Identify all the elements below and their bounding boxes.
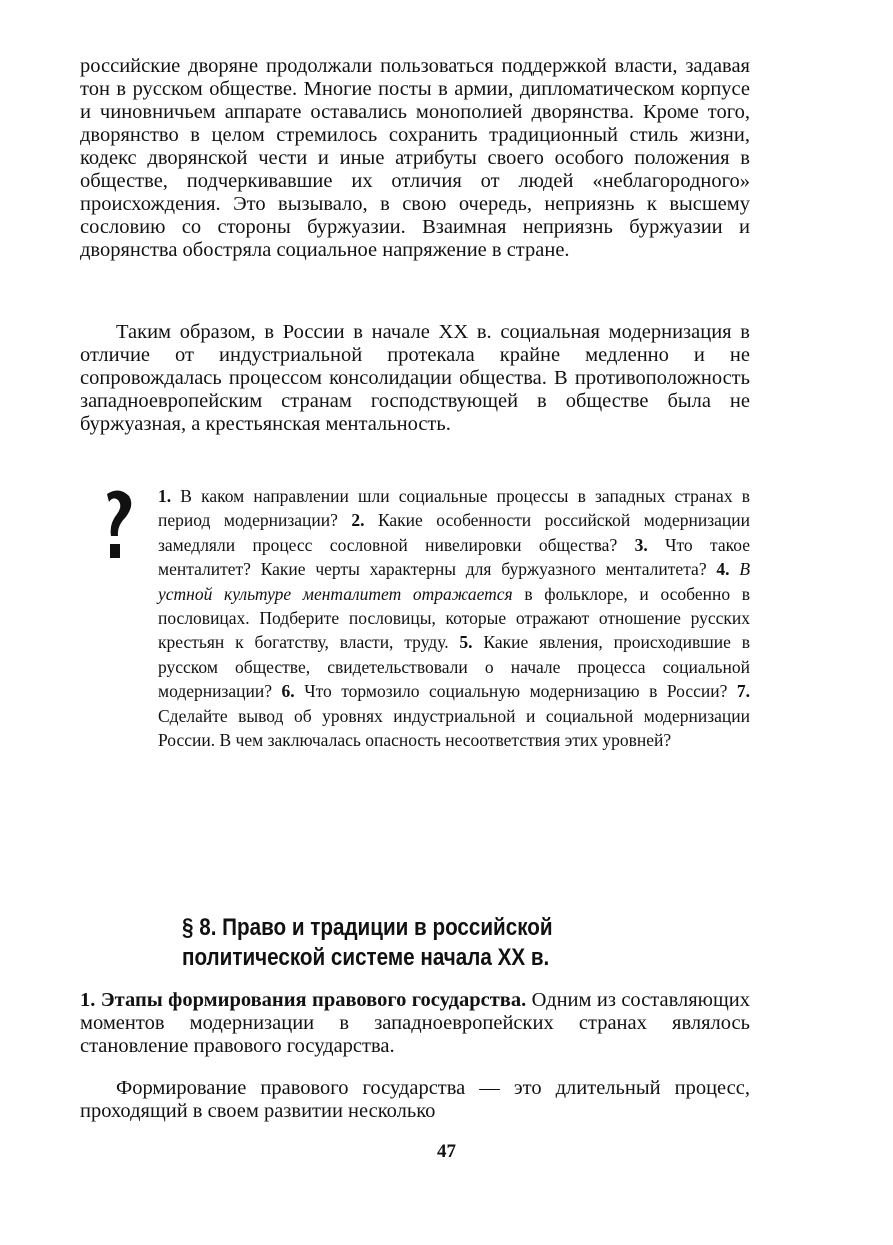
question-6: Что тормозило социальную модернизацию в России? xyxy=(304,681,728,702)
question-3: Что такое менталитет? Какие черты характерны для буржуазного менталитета? xyxy=(158,534,751,580)
paragraph-text: Таким образом, в России в начале XX в. социальная модернизация в отличие от индустриальной протекала крайне медленно и не сопровождалась процессом консолидации общества. В противоположность западноевропейским странам господствующей в обществе была не буржуазная, а крестьянская ментальность. xyxy=(80,321,750,435)
question-number: 1. xyxy=(158,486,172,506)
section-heading-line-1: § 8. Право и традиции в российской xyxy=(182,914,553,941)
paragraph-nobility xyxy=(80,55,750,262)
page-number: 47 xyxy=(437,1141,456,1162)
paragraph-text: Формирование правового государства — это длительный процесс, проходящий в своем развитии несколько xyxy=(80,1077,750,1122)
question-number: 7. xyxy=(736,681,751,702)
question-5: Какие явления, происходившие в русском обществе, свидетельствовали о начале процесса социальной модернизации? xyxy=(158,632,750,702)
question-2: Какие особенности российской модернизации замедляли процесс сословной нивелировки общества? xyxy=(158,510,750,555)
paragraph-conclusion xyxy=(80,321,750,436)
question-number: 3. xyxy=(634,534,648,555)
paragraph-formation xyxy=(80,1077,750,1123)
question-number: 2. xyxy=(351,510,365,531)
question-number: 6. xyxy=(281,681,295,702)
question-4: в фольклоре, и особенно в пословицах. Подберите пословицы, которые отражают отношение русских крестьян к богатству, власти, труду. xyxy=(158,583,751,653)
question-4-italic: В устной культуре менталитет отражается xyxy=(158,559,751,604)
question-1: В каком направлении шли социальные процессы в западных странах в период модернизации? xyxy=(158,486,750,531)
paragraph-text: российские дворяне продолжали пользоваться поддержкой власти, задавая тон в русском обществе. Многие посты в армии, дипломатическом корпусе и чиновничьем аппарате оставались монополией дворянства. Кроме того, дворянство в целом стремилось сохранить традиционный стиль жизни, кодекс дворянской чести и иные атрибуты своего особого положения в обществе, подчеркивавшие их отличия от людей «неблагородного» происхождения. Это вызывало, в свою очередь, неприязнь к высшему сословию со стороны буржуазии. Взаимная неприязнь буржуазии и дворянства обостряла социальное напряжение в стране. xyxy=(80,55,750,261)
review-questions xyxy=(158,484,750,752)
subsection-heading: 1. Этапы формирования правового государства. xyxy=(80,989,527,1011)
question-mark-icon xyxy=(101,488,135,562)
paragraph-text: Одним из составляющих моментов модернизации в западноевропейских странах являлось становление правового государства. xyxy=(80,989,750,1057)
paragraph-legal-state xyxy=(80,989,750,1058)
question-number: 4. xyxy=(716,559,730,580)
question-number: 5. xyxy=(459,632,473,653)
question-7: Сделайте вывод об уровнях индустриальной и социальной модернизации России. В чем заключалась опасность несоответствия этих уровней? xyxy=(158,705,750,751)
section-heading xyxy=(182,913,664,973)
section-heading-line-2: политической системе начала XX в. xyxy=(182,944,550,971)
